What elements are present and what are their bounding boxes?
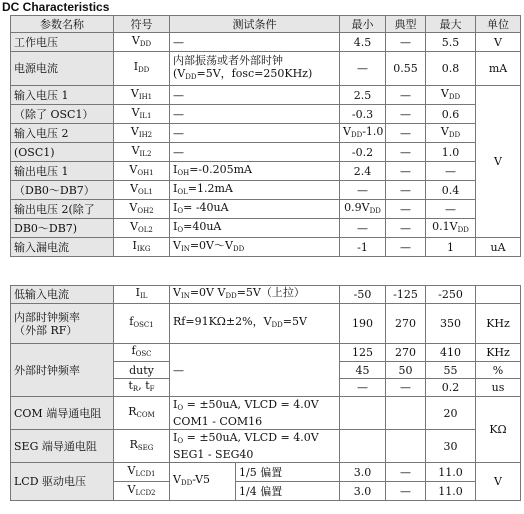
max-value: 0.2 xyxy=(426,379,476,397)
min-value: 125 xyxy=(340,344,386,362)
param-name: SEG 端导通电阻 xyxy=(11,430,114,463)
unit-kohm: KΩ xyxy=(476,397,521,463)
typ-value: — xyxy=(386,219,426,238)
param-name: 输入电压 1 xyxy=(11,86,114,105)
table-row xyxy=(11,181,521,200)
table-row xyxy=(11,430,521,463)
table-row xyxy=(11,105,521,124)
typ-value: — xyxy=(386,105,426,124)
typ-value: 0.55 xyxy=(386,52,426,86)
typ-value: — xyxy=(386,463,426,482)
param-name: COM 端导通电阻 xyxy=(11,397,114,430)
condition: Rf=91KΩ±2%，$V_{DD}=5V$ xyxy=(170,304,340,344)
condition: $V_{IN}=0V\sim V_{DD}$ xyxy=(170,238,340,257)
condition: $V_{DD}-V5$ xyxy=(170,463,236,501)
symbol: $I_{IL}$ xyxy=(114,286,170,304)
header-typ: 典型 xyxy=(386,16,426,33)
unit: % xyxy=(476,362,521,379)
condition: — xyxy=(170,143,340,162)
param-name: 内部时钟频率 （外部 RF） xyxy=(11,304,114,344)
min-value: — xyxy=(340,219,386,238)
param-name: 外部时钟频率 xyxy=(11,344,114,397)
param-name: 电源电流 xyxy=(11,52,114,86)
symbol: $V_{DD}$ xyxy=(114,33,170,52)
typ-value: 50 xyxy=(386,362,426,379)
header-max: 最大 xyxy=(426,16,476,33)
max-value: 1 xyxy=(426,238,476,257)
max-value: 0.8 xyxy=(426,52,476,86)
min-value: 2.4 xyxy=(340,162,386,181)
table-row xyxy=(11,238,521,257)
min-value: 45 xyxy=(340,362,386,379)
typ-value: — xyxy=(386,482,426,501)
condition: $I_O= -40uA$ xyxy=(170,200,340,219)
min-value: — xyxy=(340,379,386,397)
typ-value: — xyxy=(386,200,426,219)
condition: $I_O=40uA$ xyxy=(170,219,340,238)
table-row xyxy=(11,219,521,238)
symbol: $t_R$, $t_F$ xyxy=(114,379,170,397)
condition: $I_O = \pm 50uA$, VLCD = 4.0V SEG1 - SEG40 xyxy=(170,430,340,463)
bias: 1/5 偏置 xyxy=(236,463,340,482)
typ-value: — xyxy=(386,33,426,52)
header-condition: 测试条件 xyxy=(170,16,340,33)
typ-value: — xyxy=(386,124,426,143)
typ-value: — xyxy=(386,86,426,105)
condition: $I_O = \pm 50uA$, VLCD = 4.0V COM1 - COM16 xyxy=(170,397,340,430)
param-name: DB0～DB7) xyxy=(11,219,114,238)
unit: mA xyxy=(476,52,521,86)
max-value: 11.0 xyxy=(426,463,476,482)
symbol: $V_{IH2}$ xyxy=(114,124,170,143)
condition: 内部振荡或者外部时钟 ($V_{DD}=5V$，fosc=250KHz) xyxy=(170,52,340,86)
symbol: $V_{IH1}$ xyxy=(114,86,170,105)
condition: — xyxy=(170,105,340,124)
param-name: 输入电压 2 xyxy=(11,124,114,143)
unit: uA xyxy=(476,238,521,257)
typ-value xyxy=(386,430,426,463)
min-value: 2.5 xyxy=(340,86,386,105)
typ-value: 270 xyxy=(386,344,426,362)
max-value: 20 xyxy=(426,397,476,430)
table-row xyxy=(11,52,521,86)
symbol: $f_{OSC1}$ xyxy=(114,304,170,344)
table-row xyxy=(11,86,521,105)
min-value: -1 xyxy=(340,238,386,257)
table-row xyxy=(11,286,521,304)
param-name: (OSC1) xyxy=(11,143,114,162)
symbol: $R_{COM}$ xyxy=(114,397,170,430)
symbol: $I_{DD}$ xyxy=(114,52,170,86)
typ-value: 270 xyxy=(386,304,426,344)
min-value: 4.5 xyxy=(340,33,386,52)
max-value: 1.0 xyxy=(426,143,476,162)
symbol: $I_{IKG}$ xyxy=(114,238,170,257)
typ-value: — xyxy=(386,238,426,257)
symbol: $V_{LCD1}$ xyxy=(114,463,170,482)
symbol: $V_{OH2}$ xyxy=(114,200,170,219)
condition: — xyxy=(170,124,340,143)
max-value: 11.0 xyxy=(426,482,476,501)
condition: $V_{IN}=0V$ $V_{DD}=5V$（上拉） xyxy=(170,286,340,304)
unit xyxy=(476,286,521,304)
min-value: 3.0 xyxy=(340,463,386,482)
unit: KHz xyxy=(476,344,521,362)
max-value: $0.1V_{DD}$ xyxy=(426,219,476,238)
max-value: 0.4 xyxy=(426,181,476,200)
unit: V xyxy=(476,33,521,52)
header-symbol: 符号 xyxy=(114,16,170,33)
symbol: duty xyxy=(114,362,170,379)
max-value: 55 xyxy=(426,362,476,379)
min-value: -0.3 xyxy=(340,105,386,124)
unit: V xyxy=(476,463,521,501)
symbol: $V_{IL1}$ xyxy=(114,105,170,124)
param-name: 输入漏电流 xyxy=(11,238,114,257)
max-value: $V_{DD}$ xyxy=(426,124,476,143)
table-row xyxy=(11,397,521,430)
min-value xyxy=(340,397,386,430)
param-name: 低输入电流 xyxy=(11,286,114,304)
dc-characteristics-table-1 xyxy=(10,15,521,257)
symbol: $V_{OL1}$ xyxy=(114,181,170,200)
condition: — xyxy=(170,344,340,397)
table-row xyxy=(11,344,521,362)
condition: — xyxy=(170,86,340,105)
min-value: 3.0 xyxy=(340,482,386,501)
condition: — xyxy=(170,33,340,52)
max-value: -250 xyxy=(426,286,476,304)
table-row xyxy=(11,143,521,162)
min-value xyxy=(340,430,386,463)
symbol: $f_{OSC}$ xyxy=(114,344,170,362)
param-name: 工作电压 xyxy=(11,33,114,52)
section-title: DC Characteristics xyxy=(2,0,110,14)
condition: $I_{OL}=1.2mA$ xyxy=(170,181,340,200)
typ-value: -125 xyxy=(386,286,426,304)
min-value: $0.9V_{DD}$ xyxy=(340,200,386,219)
max-value: 5.5 xyxy=(426,33,476,52)
max-value: 410 xyxy=(426,344,476,362)
header-min: 最小 xyxy=(340,16,386,33)
min-value: 190 xyxy=(340,304,386,344)
table-row xyxy=(11,162,521,181)
param-name: 输出电压 2(除了 xyxy=(11,200,114,219)
max-value: — xyxy=(426,162,476,181)
symbol: $V_{OL2}$ xyxy=(114,219,170,238)
typ-value: — xyxy=(386,181,426,200)
symbol: $V_{IL2}$ xyxy=(114,143,170,162)
max-value: — xyxy=(426,200,476,219)
typ-value xyxy=(386,397,426,430)
table-row xyxy=(11,200,521,219)
symbol: $V_{OH1}$ xyxy=(114,162,170,181)
min-value: -50 xyxy=(340,286,386,304)
header-param: 参数名称 xyxy=(11,16,114,33)
typ-value: — xyxy=(386,143,426,162)
table-row xyxy=(11,124,521,143)
symbol: $R_{SEG}$ xyxy=(114,430,170,463)
min-value: — xyxy=(340,181,386,200)
header-row xyxy=(11,16,521,33)
max-value: 350 xyxy=(426,304,476,344)
param-name: （除了 OSC1） xyxy=(11,105,114,124)
param-name: 输出电压 1 xyxy=(11,162,114,181)
max-value: 30 xyxy=(426,430,476,463)
param-name: LCD 驱动电压 xyxy=(11,463,114,501)
table-row xyxy=(11,463,521,482)
table-row xyxy=(11,33,521,52)
symbol: $V_{LCD2}$ xyxy=(114,482,170,501)
param-name: （DB0～DB7） xyxy=(11,181,114,200)
unit: KHz xyxy=(476,304,521,344)
table-row xyxy=(11,304,521,344)
bias: 1/4 偏置 xyxy=(236,482,340,501)
header-unit: 单位 xyxy=(476,16,521,33)
condition: $I_{OH}=-0.205mA$ xyxy=(170,162,340,181)
min-value: — xyxy=(340,52,386,86)
min-value: -0.2 xyxy=(340,143,386,162)
typ-value: — xyxy=(386,379,426,397)
unit: us xyxy=(476,379,521,397)
max-value: 0.6 xyxy=(426,105,476,124)
dc-characteristics-table-2 xyxy=(10,285,521,501)
typ-value: — xyxy=(386,162,426,181)
min-value: $V_{DD}-1.0$ xyxy=(340,124,386,143)
max-value: $V_{DD}$ xyxy=(426,86,476,105)
unit-volts: V xyxy=(476,86,521,238)
